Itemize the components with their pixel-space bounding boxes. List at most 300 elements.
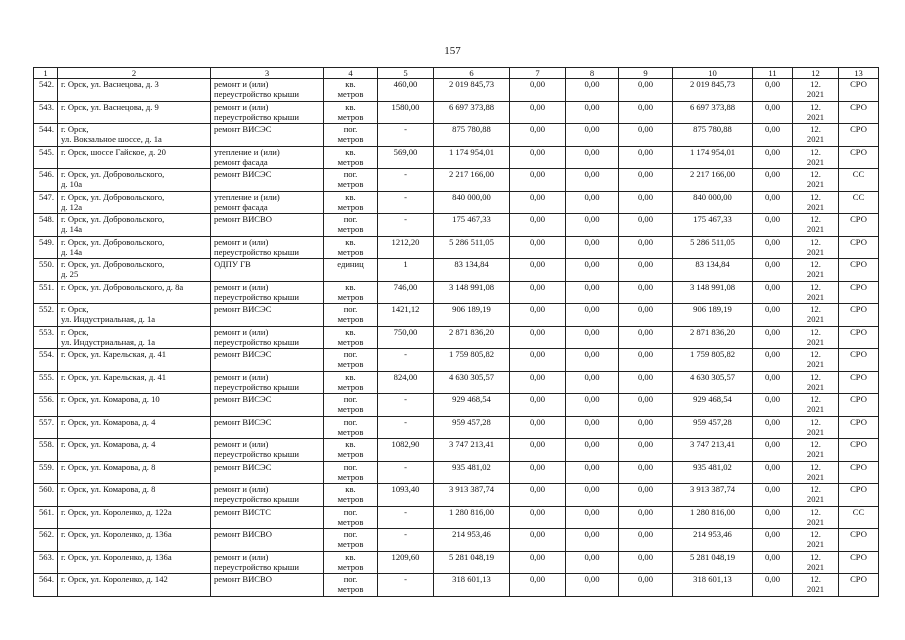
col7-cell [510, 551, 566, 574]
address-cell [58, 101, 211, 124]
col8-cell-text: 0,00 [584, 394, 600, 404]
col7-cell-text: 0,00 [529, 371, 546, 382]
funding-source-cell-text: СРО [850, 124, 867, 134]
deadline-cell [793, 574, 839, 597]
col7-cell-text: 0,00 [529, 326, 546, 337]
cost-cell-text: 1 759 805,82 [448, 349, 495, 359]
work-type-cell-text: ремонт ВИСЭС [214, 416, 272, 427]
address-cell-text: г. Орск, ул. Добровольского, д. 10а [61, 169, 165, 189]
col7-cell [510, 439, 566, 462]
deadline-cell [793, 169, 839, 192]
cost-cell-text: 4 630 305,57 [448, 371, 495, 382]
work-type-cell [211, 79, 324, 102]
work-type-cell-text: ремонт и (или) переустройство крыши [214, 281, 299, 302]
funding-source-cell [839, 326, 879, 349]
row-number-text: 556. [38, 394, 54, 404]
column-header-12: 12 [793, 68, 839, 79]
unit-cell-text: кв. метров [337, 79, 364, 99]
col9-cell [619, 371, 673, 394]
unit-cell-text: пог. метров [337, 124, 364, 144]
col9-cell-text: 0,00 [637, 259, 654, 269]
funding-source-cell-text: СРО [850, 214, 867, 224]
row-number [34, 169, 58, 192]
address-cell-text: г. Орск, шоссе Гайское, д. 20 [61, 146, 166, 157]
cost-cell [434, 124, 510, 147]
col7-cell [510, 79, 566, 102]
col7-cell-text: 0,00 [529, 146, 546, 157]
funding-source-cell [839, 236, 879, 259]
row-number [34, 461, 58, 484]
address-cell [58, 394, 211, 417]
deadline-cell-text: 12. 2021 [806, 191, 825, 212]
row-number [34, 236, 58, 259]
table-row [34, 101, 879, 124]
cost-cell [434, 394, 510, 417]
col9-cell-text: 0,00 [637, 416, 654, 427]
funding-source-cell [839, 484, 879, 507]
funding-source-cell-text: СРО [850, 439, 867, 449]
deadline-cell-text: 12. 2021 [806, 529, 825, 549]
volume-cell-text: 569,00 [393, 146, 418, 157]
funding-source-cell [839, 146, 879, 169]
col8-cell [566, 214, 619, 237]
col9-cell-text: 0,00 [637, 484, 654, 494]
address-cell [58, 124, 211, 147]
col8-cell [566, 551, 619, 574]
work-type-cell-text: ремонт и (или) переустройство крыши [214, 236, 299, 257]
column-header-5: 5 [378, 68, 434, 79]
cost-cell-text: 83 134,84 [454, 259, 489, 269]
table-row [34, 281, 879, 304]
unit-cell [324, 484, 378, 507]
amount-cell [673, 506, 753, 529]
row-number-text: 562. [38, 529, 54, 539]
unit-cell-text: кв. метров [337, 484, 364, 504]
row-number-text: 548. [38, 214, 54, 224]
col9-cell-text: 0,00 [637, 371, 654, 382]
col9-cell [619, 281, 673, 304]
col7-cell-text: 0,00 [529, 394, 546, 404]
cost-cell [434, 236, 510, 259]
amount-cell-text: 2 871 836,20 [689, 326, 736, 337]
col11-cell-text: 0,00 [764, 214, 781, 224]
col7-cell [510, 529, 566, 552]
col7-cell [510, 506, 566, 529]
work-type-cell [211, 236, 324, 259]
col11-cell [753, 214, 793, 237]
col11-cell [753, 79, 793, 102]
funding-source-cell-text: СРО [850, 461, 867, 472]
col8-cell [566, 574, 619, 597]
deadline-cell-text: 12. 2021 [806, 506, 825, 527]
volume-cell-text: 750,00 [393, 326, 418, 337]
funding-source-cell [839, 281, 879, 304]
deadline-cell-text: 12. 2021 [806, 461, 825, 482]
deadline-cell [793, 439, 839, 462]
address-cell [58, 236, 211, 259]
col11-cell-text: 0,00 [764, 394, 781, 404]
table-row [34, 236, 879, 259]
row-number [34, 484, 58, 507]
row-number-text: 552. [38, 304, 54, 314]
col7-cell-text: 0,00 [529, 101, 546, 112]
table-row [34, 484, 879, 507]
col8-cell [566, 281, 619, 304]
address-cell-text: г. Орск, ул. Добровольского, д. 14а [61, 236, 165, 257]
row-number [34, 191, 58, 214]
cost-cell [434, 101, 510, 124]
cost-cell-text: 875 780,88 [452, 124, 491, 134]
funding-source-cell [839, 101, 879, 124]
cost-cell-text: 3 747 213,41 [448, 439, 495, 449]
work-type-cell-text: ремонт ВИСЭС [214, 304, 272, 314]
table-row [34, 326, 879, 349]
work-type-cell [211, 281, 324, 304]
work-type-cell-text: ремонт и (или) переустройство крыши [214, 101, 299, 122]
funding-source-cell [839, 169, 879, 192]
work-type-cell [211, 551, 324, 574]
col7-cell-text: 0,00 [529, 349, 546, 359]
col11-cell [753, 394, 793, 417]
volume-cell [378, 551, 434, 574]
cost-cell-text: 2 019 845,73 [448, 79, 495, 89]
table-row [34, 349, 879, 372]
deadline-cell-text: 12. 2021 [806, 394, 825, 414]
unit-cell-text: кв. метров [337, 236, 364, 257]
unit-cell-text: кв. метров [337, 326, 364, 347]
col7-cell [510, 124, 566, 147]
col9-cell-text: 0,00 [637, 214, 654, 224]
funding-source-cell-text: СРО [850, 259, 867, 269]
work-type-cell [211, 169, 324, 192]
cost-cell [434, 439, 510, 462]
col8-cell-text: 0,00 [584, 574, 600, 584]
address-cell [58, 79, 211, 102]
table-row [34, 169, 879, 192]
row-number [34, 304, 58, 327]
volume-cell [378, 281, 434, 304]
funding-source-cell-text: СРО [850, 484, 867, 494]
col7-cell-text: 0,00 [529, 304, 546, 314]
col8-cell [566, 236, 619, 259]
amount-cell-text: 175 467,33 [693, 214, 732, 224]
unit-cell [324, 551, 378, 574]
work-type-cell [211, 439, 324, 462]
table-row [34, 529, 879, 552]
amount-cell [673, 124, 753, 147]
row-number-text: 553. [38, 326, 54, 337]
col8-cell-text: 0,00 [584, 506, 600, 517]
deadline-cell [793, 371, 839, 394]
deadline-cell-text: 12. 2021 [806, 484, 825, 504]
amount-cell-text: 840 000,00 [693, 191, 732, 202]
cost-cell-text: 1 280 816,00 [448, 506, 495, 517]
col8-cell-text: 0,00 [584, 484, 600, 494]
amount-cell-text: 929 468,54 [693, 394, 732, 404]
address-cell [58, 146, 211, 169]
row-number-text: 550. [38, 259, 54, 269]
row-number [34, 79, 58, 102]
amount-cell-text: 959 457,28 [693, 416, 732, 427]
cost-cell-text: 2 217 166,00 [448, 169, 495, 179]
row-number-text: 558. [38, 439, 54, 449]
unit-cell-text: пог. метров [337, 349, 364, 369]
col11-cell [753, 191, 793, 214]
col7-cell [510, 349, 566, 372]
col9-cell [619, 349, 673, 372]
work-type-cell [211, 304, 324, 327]
col8-cell-text: 0,00 [584, 169, 600, 179]
unit-cell-text: пог. метров [337, 416, 364, 437]
unit-cell-text: кв. метров [337, 439, 364, 459]
col7-cell [510, 146, 566, 169]
funding-source-cell-text: СРО [850, 79, 867, 89]
amount-cell [673, 191, 753, 214]
volume-cell-text: 1212,20 [391, 236, 420, 247]
unit-cell-text: кв. метров [337, 371, 364, 392]
col9-cell-text: 0,00 [637, 281, 654, 292]
col7-cell [510, 574, 566, 597]
funding-source-cell [839, 124, 879, 147]
col7-cell-text: 0,00 [529, 124, 546, 134]
unit-cell [324, 101, 378, 124]
work-type-cell-text: ремонт и (или) переустройство крыши [214, 371, 299, 392]
funding-source-cell-text: СРО [850, 326, 867, 337]
col9-cell [619, 484, 673, 507]
col7-cell-text: 0,00 [529, 214, 546, 224]
col11-cell-text: 0,00 [764, 191, 781, 202]
volume-cell-text: 1580,00 [391, 101, 420, 112]
col11-cell [753, 101, 793, 124]
column-header-11: 11 [753, 68, 793, 79]
address-cell-text: г. Орск, ул. Комарова, д. 10 [61, 394, 160, 404]
cost-cell-text: 2 871 836,20 [448, 326, 495, 337]
cost-cell [434, 529, 510, 552]
volume-cell-text: 1082,90 [391, 439, 420, 449]
address-cell [58, 304, 211, 327]
row-number [34, 574, 58, 597]
deadline-cell-text: 12. 2021 [806, 259, 825, 279]
deadline-cell [793, 259, 839, 282]
deadline-cell-text: 12. 2021 [806, 304, 825, 324]
work-type-cell-text: утепление и (или) ремонт фасада [214, 146, 280, 167]
funding-source-cell-text: СРО [850, 371, 867, 382]
deadline-cell [793, 124, 839, 147]
address-cell-text: г. Орск, ул. Вокзальное шоссе, д. 1а [61, 124, 162, 144]
cost-cell [434, 304, 510, 327]
work-type-cell [211, 326, 324, 349]
col9-cell-text: 0,00 [637, 169, 654, 179]
amount-cell [673, 214, 753, 237]
page-number: 157 [444, 45, 461, 57]
address-cell [58, 529, 211, 552]
col11-cell [753, 529, 793, 552]
address-cell-text: г. Орск, ул. Добровольского, д. 25 [61, 259, 165, 279]
unit-cell-text: пог. метров [337, 169, 364, 189]
deadline-cell [793, 326, 839, 349]
volume-cell-text: 746,00 [393, 281, 418, 292]
col8-cell [566, 101, 619, 124]
col7-cell-text: 0,00 [529, 281, 546, 292]
amount-cell-text: 83 134,84 [695, 259, 730, 269]
unit-cell-text: кв. метров [337, 191, 364, 212]
volume-cell [378, 146, 434, 169]
table-row [34, 416, 879, 439]
volume-cell-text: - [404, 506, 407, 517]
deadline-cell-text: 12. 2021 [806, 146, 825, 167]
address-cell-text: г. Орск, ул. Короленко, д. 122а [61, 506, 172, 517]
deadline-cell [793, 349, 839, 372]
volume-cell [378, 371, 434, 394]
funding-source-cell [839, 416, 879, 439]
cost-cell-text: 935 481,02 [452, 461, 491, 472]
row-number-text: 560. [38, 484, 54, 494]
deadline-cell-text: 12. 2021 [806, 574, 825, 594]
cost-cell-text: 5 286 511,05 [449, 236, 494, 247]
cost-cell [434, 371, 510, 394]
row-number [34, 214, 58, 237]
amount-cell [673, 169, 753, 192]
work-type-cell [211, 214, 324, 237]
col7-cell-text: 0,00 [529, 529, 546, 539]
unit-cell-text: пог. метров [337, 394, 364, 414]
col8-cell-text: 0,00 [584, 461, 600, 472]
address-cell-text: г. Орск, ул. Комарова, д. 4 [61, 416, 156, 427]
col9-cell [619, 259, 673, 282]
work-type-cell [211, 529, 324, 552]
table-row [34, 259, 879, 282]
row-number-text: 563. [38, 551, 54, 562]
address-cell [58, 551, 211, 574]
unit-cell-text: пог. метров [337, 574, 364, 594]
amount-cell-text: 906 189,19 [693, 304, 732, 314]
work-type-cell [211, 416, 324, 439]
address-cell [58, 214, 211, 237]
table-row [34, 79, 879, 102]
col9-cell [619, 551, 673, 574]
volume-cell-text: - [404, 124, 407, 134]
col9-cell-text: 0,00 [637, 124, 654, 134]
col7-cell-text: 0,00 [529, 416, 546, 427]
volume-cell-text: 460,00 [393, 79, 418, 89]
unit-cell [324, 304, 378, 327]
row-number [34, 101, 58, 124]
cost-cell [434, 349, 510, 372]
col8-cell-text: 0,00 [584, 79, 600, 89]
amount-cell [673, 101, 753, 124]
col8-cell [566, 394, 619, 417]
amount-cell [673, 281, 753, 304]
unit-cell [324, 574, 378, 597]
unit-cell [324, 416, 378, 439]
address-cell [58, 191, 211, 214]
row-number-text: 546. [38, 169, 54, 179]
row-number [34, 326, 58, 349]
column-header-1: 1 [34, 68, 58, 79]
col7-cell-text: 0,00 [529, 236, 546, 247]
amount-cell [673, 146, 753, 169]
unit-cell-text: пог. метров [337, 506, 364, 527]
work-type-cell [211, 191, 324, 214]
col7-cell-text: 0,00 [529, 79, 546, 89]
work-type-cell [211, 259, 324, 282]
funding-source-cell [839, 349, 879, 372]
funding-source-cell-text: СРО [850, 349, 867, 359]
work-type-cell-text: ремонт ВИСЭС [214, 461, 272, 472]
cost-cell [434, 214, 510, 237]
unit-cell [324, 326, 378, 349]
funding-source-cell [839, 214, 879, 237]
col7-cell-text: 0,00 [529, 169, 546, 179]
row-number-text: 551. [38, 281, 54, 292]
col11-cell-text: 0,00 [764, 574, 781, 584]
address-cell-text: г. Орск, ул. Карельская, д. 41 [61, 371, 167, 382]
table-body [34, 79, 879, 597]
col7-cell [510, 191, 566, 214]
volume-cell-text: - [404, 574, 407, 584]
unit-cell-text: пог. метров [337, 214, 364, 234]
volume-cell [378, 439, 434, 462]
deadline-cell-text: 12. 2021 [806, 236, 825, 257]
unit-cell [324, 191, 378, 214]
col9-cell [619, 506, 673, 529]
col11-cell [753, 169, 793, 192]
col9-cell-text: 0,00 [637, 304, 654, 314]
col7-cell-text: 0,00 [529, 259, 546, 269]
unit-cell [324, 259, 378, 282]
col11-cell [753, 551, 793, 574]
amount-cell-text: 3 148 991,08 [689, 281, 736, 292]
funding-source-cell-text: СРО [850, 574, 867, 584]
col8-cell-text: 0,00 [584, 236, 600, 247]
col11-cell-text: 0,00 [764, 169, 781, 179]
amount-cell-text: 214 953,46 [693, 529, 732, 539]
funding-source-cell [839, 191, 879, 214]
cost-cell-text: 3 148 991,08 [448, 281, 495, 292]
deadline-cell-text: 12. 2021 [806, 101, 825, 122]
volume-cell [378, 101, 434, 124]
amount-cell-text: 1 759 805,82 [689, 349, 736, 359]
row-number-text: 557. [38, 416, 54, 427]
address-cell-text: г. Орск, ул. Комарова, д. 8 [61, 484, 156, 494]
table-row [34, 146, 879, 169]
address-cell-text: г. Орск, ул. Короленко, д. 142 [61, 574, 168, 584]
col11-cell [753, 574, 793, 597]
amount-cell-text: 318 601,13 [693, 574, 732, 584]
deadline-cell-text: 12. 2021 [806, 214, 825, 234]
work-type-cell [211, 371, 324, 394]
address-cell [58, 169, 211, 192]
repair-register-table [33, 67, 879, 597]
volume-cell [378, 259, 434, 282]
volume-cell [378, 416, 434, 439]
col9-cell-text: 0,00 [637, 574, 654, 584]
deadline-cell-text: 12. 2021 [806, 79, 825, 99]
amount-cell [673, 529, 753, 552]
volume-cell-text: - [404, 191, 407, 202]
funding-source-cell [839, 371, 879, 394]
funding-source-cell [839, 394, 879, 417]
row-number [34, 394, 58, 417]
funding-source-cell [839, 79, 879, 102]
cost-cell [434, 146, 510, 169]
row-number [34, 259, 58, 282]
col8-cell-text: 0,00 [584, 371, 600, 382]
unit-cell [324, 394, 378, 417]
volume-cell [378, 326, 434, 349]
funding-source-cell [839, 506, 879, 529]
work-type-cell [211, 124, 324, 147]
